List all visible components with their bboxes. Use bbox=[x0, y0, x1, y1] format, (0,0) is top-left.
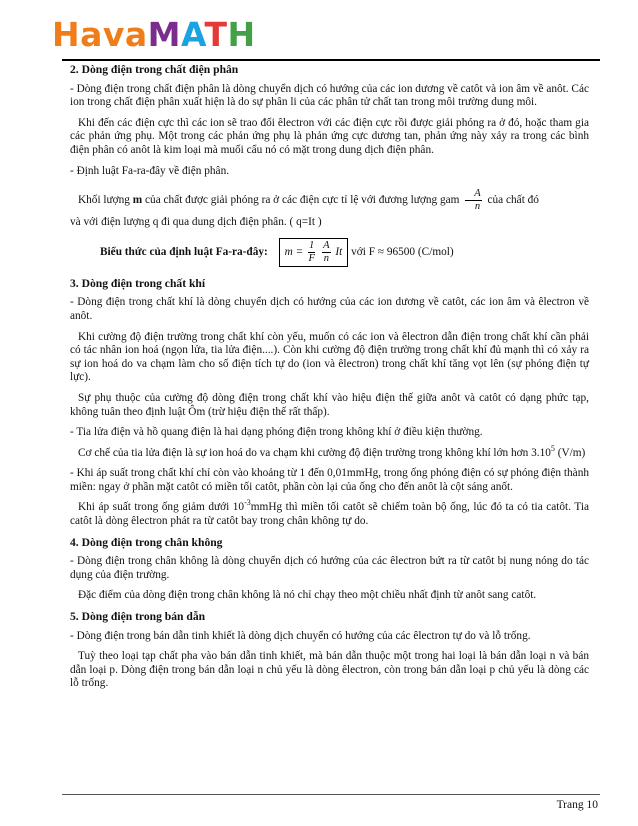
logo-letter-t: T bbox=[204, 15, 228, 54]
text-fragment: mmHg thì miền tối catôt sẽ chiếm toàn bộ ống, lúc đó ta có tia catôt. Tia catôt là dòng êlectron phát ra từ catôt bay trong chân không tự do. bbox=[70, 501, 589, 528]
section-2-paragraph-5: và với điện lượng q đi qua dung dịch điện phân. ( q=It ) bbox=[70, 216, 322, 229]
formula-note: với F ≈ 96500 (C/mol) bbox=[351, 245, 454, 258]
faraday-formula-line bbox=[70, 238, 589, 267]
exponent: -3 bbox=[244, 498, 251, 508]
section-3-paragraph-5 bbox=[70, 443, 589, 461]
fraction-numerator: A bbox=[465, 188, 481, 201]
faraday-formula-box bbox=[279, 238, 349, 267]
text-fragment: (V/m) bbox=[554, 446, 586, 459]
section-3-paragraph-1: - Dòng điện trong chất khí là dòng chuyển dịch có hướng của các ion dương về catôt, các ion âm và êlectron về anôt. bbox=[70, 296, 589, 322]
section-2-paragraph-4 bbox=[70, 188, 589, 213]
section-3-paragraph-6: - Khi áp suất trong chất khí chỉ còn vào khoảng từ 1 đến 0,01mmHg, trong ống phóng điện có sự phóng điện thành miền: ngay ở phần mặt catôt có miền tối catôt, phần còn lại của ống cho đến anôt là cột sáng anốt. bbox=[70, 467, 589, 493]
footer-divider bbox=[62, 794, 600, 795]
formula-fraction-2 bbox=[322, 240, 330, 265]
formula-lhs: m = bbox=[284, 245, 304, 258]
logo-text-hava: Hava bbox=[52, 15, 148, 54]
exponent: 5 bbox=[550, 443, 555, 453]
section-2-paragraph-1: - Dòng điện trong chất điện phân là dòng chuyển dịch có hướng của các ion dương về catôt và ion âm về anôt. Các ion trong chất điện phân xuất hiện là do sự phân li của các phân tử chất tan trong môi trường dung môi. bbox=[70, 82, 589, 109]
fraction-denominator: F bbox=[308, 252, 315, 264]
fraction-numerator: A bbox=[323, 239, 330, 251]
section-3-paragraph-4: - Tia lửa điện và hồ quang điện là hai dạng phóng điện trong không khí ở điều kiện thường. bbox=[70, 426, 483, 439]
section-4-paragraph-2: Đặc điểm của dòng điện trong chân không là nó chỉ chạy theo một chiều nhất định từ anôt sang catôt. bbox=[78, 589, 537, 602]
page-content bbox=[70, 63, 589, 698]
section-3-paragraph-7 bbox=[70, 498, 589, 528]
section-5-title: 5. Dòng điện trong bán dẫn bbox=[70, 610, 206, 624]
section-2-title: 2. Dòng điện trong chất điện phân bbox=[70, 63, 239, 76]
text-fragment: của chất được giải phóng ra ở các điện cực tỉ lệ với đương lượng gam bbox=[142, 194, 460, 207]
header-divider bbox=[62, 59, 600, 61]
equivalent-mass-fraction bbox=[465, 188, 481, 213]
formula-label: Biểu thức của định luật Fa-ra-đây: bbox=[100, 245, 268, 258]
section-4-paragraph-1: - Dòng điện trong chân không là dòng chuyển dịch có hướng của các êlectron bứt ra từ catôt bị nung nóng do tác dụng của điện trường. bbox=[70, 555, 589, 581]
section-3-title: 3. Dòng điện trong chất khí bbox=[70, 276, 206, 290]
section-2-paragraph-2: Khi đến các điện cực thì các ion sẽ trao đổi êlectron với các điện cực rồi được giải phóng ra ở đó, hoặc tham gia các phản ứng phụ. Một trong các phản ứng phụ là phản ứng cực dương tan, phản ứng này xảy ra trong các bình điện phân có anôt là kim loại mà muối cẩu nó có mặt trong dung dịch điện phân. bbox=[70, 116, 589, 156]
section-4-title: 4. Dòng điện trong chân không bbox=[70, 535, 223, 549]
formula-fraction-1 bbox=[308, 240, 315, 265]
logo-letter-m: M bbox=[147, 15, 182, 54]
text-fragment: Cơ chế của tia lửa điện là sự ion hoá do va chạm khi cường độ điện trường trong không khí lớn hơn 3.10 bbox=[78, 446, 551, 459]
text-fragment: Khối lượng bbox=[78, 194, 133, 207]
formula-tail: It bbox=[335, 245, 343, 258]
fraction-denominator: n bbox=[474, 201, 481, 213]
section-3-paragraph-3: Sự phụ thuộc của cường độ dòng điện trong chất khí vào hiệu điện thế giữa anôt và catôt có dạng phức tạp, không tuân theo định luật Ôm (trừ hiệu điện thế rất thấp). bbox=[70, 391, 589, 418]
fraction-denominator: n bbox=[323, 252, 329, 264]
section-3-paragraph-2: Khi cường độ điện trường trong chất khí còn yếu, muốn có các ion và êlectron dẫn điện trong chất khí cần phải có tác nhân ion hoá (ngọn lửa, tia lửa điện....). Còn khi cường độ điện trường trong chất khí đủ mạnh thì có xảy ra sự ion hoá do va chạm làm cho số điện tích tự do (ion và êlectron) trong chất khí tăng vọt lên (sự phóng điện tự lực). bbox=[70, 330, 589, 384]
logo-letter-h: H bbox=[227, 15, 256, 54]
section-5-paragraph-2: Tuỳ theo loại tạp chất pha vào bán dẫn tinh khiết, mà bán dẫn thuộc một trong hai loại là bán dẫn loại n và bán dẫn loại p. Dòng điện trong bán dẫn loại n chủ yếu là dòng êlectron, còn trong bán dẫn loại p chủ yếu là dòng các lỗ trống. bbox=[70, 650, 589, 690]
logo-letter-a: A bbox=[181, 15, 205, 54]
text-fragment: của chất đó bbox=[487, 194, 539, 207]
section-2-paragraph-3: - Định luật Fa-ra-đây về điện phân. bbox=[70, 164, 230, 177]
fraction-numerator: 1 bbox=[309, 239, 315, 251]
mass-symbol: m bbox=[132, 194, 143, 207]
page-number: Trang 10 bbox=[556, 799, 598, 811]
section-5-paragraph-1: - Dòng điện trong bán dẫn tinh khiết là dòng dịch chuyển có hướng của các êlectron tự do và lỗ trống. bbox=[70, 629, 531, 642]
text-fragment: Khi áp suất trong ống giảm dưới 10 bbox=[78, 501, 245, 514]
havamath-logo bbox=[52, 15, 256, 54]
